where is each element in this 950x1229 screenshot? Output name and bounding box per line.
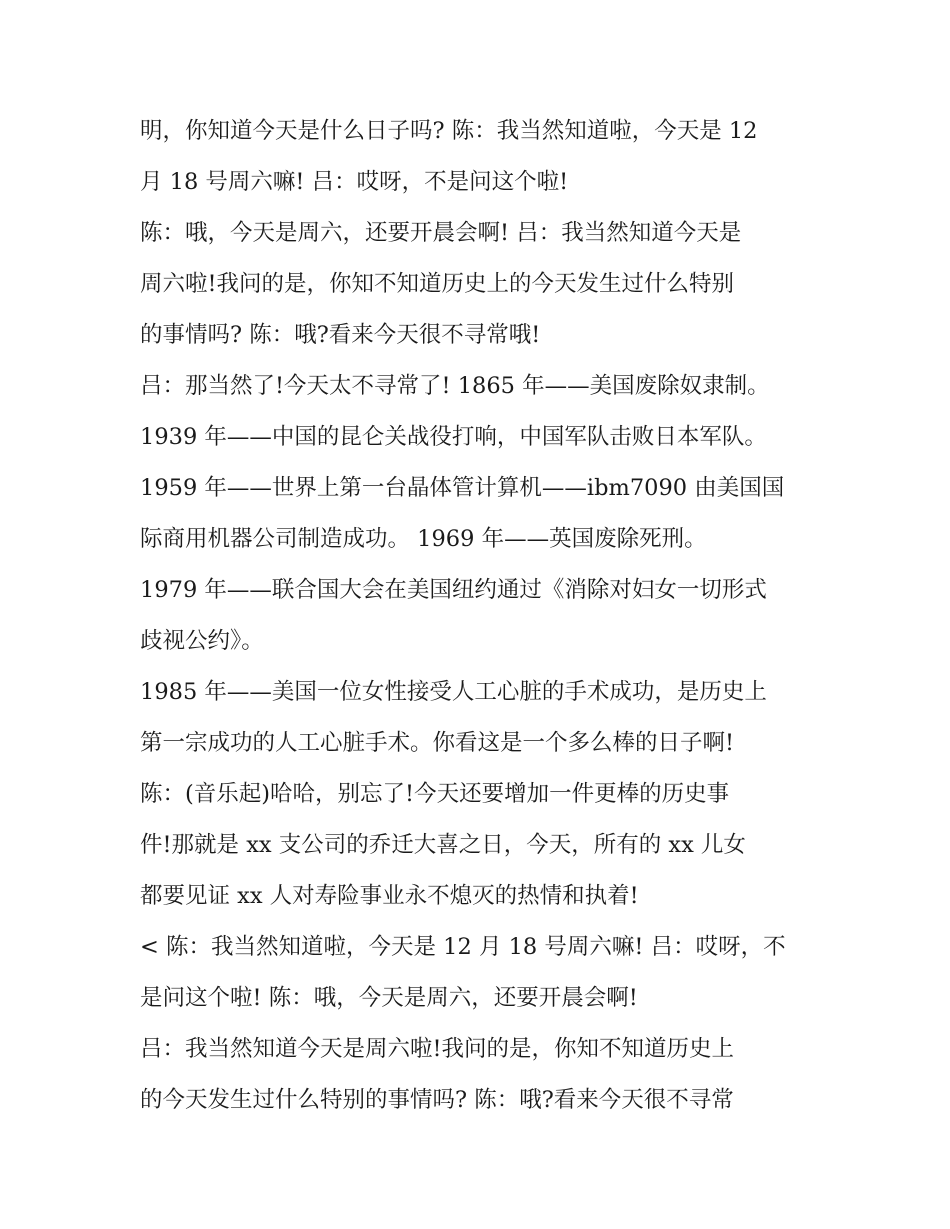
text-line: 周六啦!我问的是，你知不知道历史上的今天发生过什么特别: [140, 271, 735, 297]
text-line: 1959 年——世界上第一台晶体管计算机——ibm7090 由美国国: [140, 475, 785, 501]
text-line: 第一宗成功的人工心脏手术。你看这是一个多么棒的日子啊!: [140, 730, 735, 756]
text-line: 陈：(音乐起)哈哈，别忘了!今天还要增加一件更棒的历史事: [140, 781, 730, 807]
text-line: 际商用机器公司制造成功。 1969 年——英国废除死刑。: [140, 526, 707, 552]
text-line: 1979 年——联合国大会在美国纽约通过《消除对妇女一切形式: [140, 577, 767, 603]
text-line: 件!那就是 xx 支公司的乔迁大喜之日，今天，所有的 xx 儿女: [140, 832, 746, 858]
text-line: 明，你知道今天是什么日子吗? 陈：我当然知道啦，今天是 12: [140, 118, 758, 144]
document-body: [140, 106, 820, 1126]
text-line: 吕：我当然知道今天是周六啦!我问的是，你知不知道历史上: [140, 1036, 735, 1062]
text-line: 歧视公约》。: [140, 628, 264, 654]
text-line: < 陈：我当然知道啦，今天是 12 月 18 号周六嘛! 吕：哎呀，不: [140, 934, 786, 960]
text-line: 1985 年——美国一位女性接受人工心脏的手术成功，是历史上: [140, 679, 767, 705]
text-line: 陈：哦，今天是周六，还要开晨会啊! 吕：我当然知道今天是: [140, 220, 742, 246]
text-line: 都要见证 xx 人对寿险事业永不熄灭的热情和执着!: [140, 883, 639, 909]
text-line: 的事情吗? 陈：哦?看来今天很不寻常哦!: [140, 322, 541, 348]
text-line: 是问这个啦! 陈：哦，今天是周六，还要开晨会啊!: [140, 985, 638, 1011]
text-line: 的今天发生过什么特别的事情吗? 陈：哦?看来今天很不寻常: [140, 1087, 734, 1113]
text-line: 月 18 号周六嘛! 吕：哎呀，不是问这个啦!: [140, 169, 569, 195]
text-line: 吕：那当然了!今天太不寻常了! 1865 年——美国废除奴隶制。: [140, 373, 770, 399]
text-line: 1939 年——中国的昆仑关战役打响，中国军队击败日本军队。: [140, 424, 767, 450]
